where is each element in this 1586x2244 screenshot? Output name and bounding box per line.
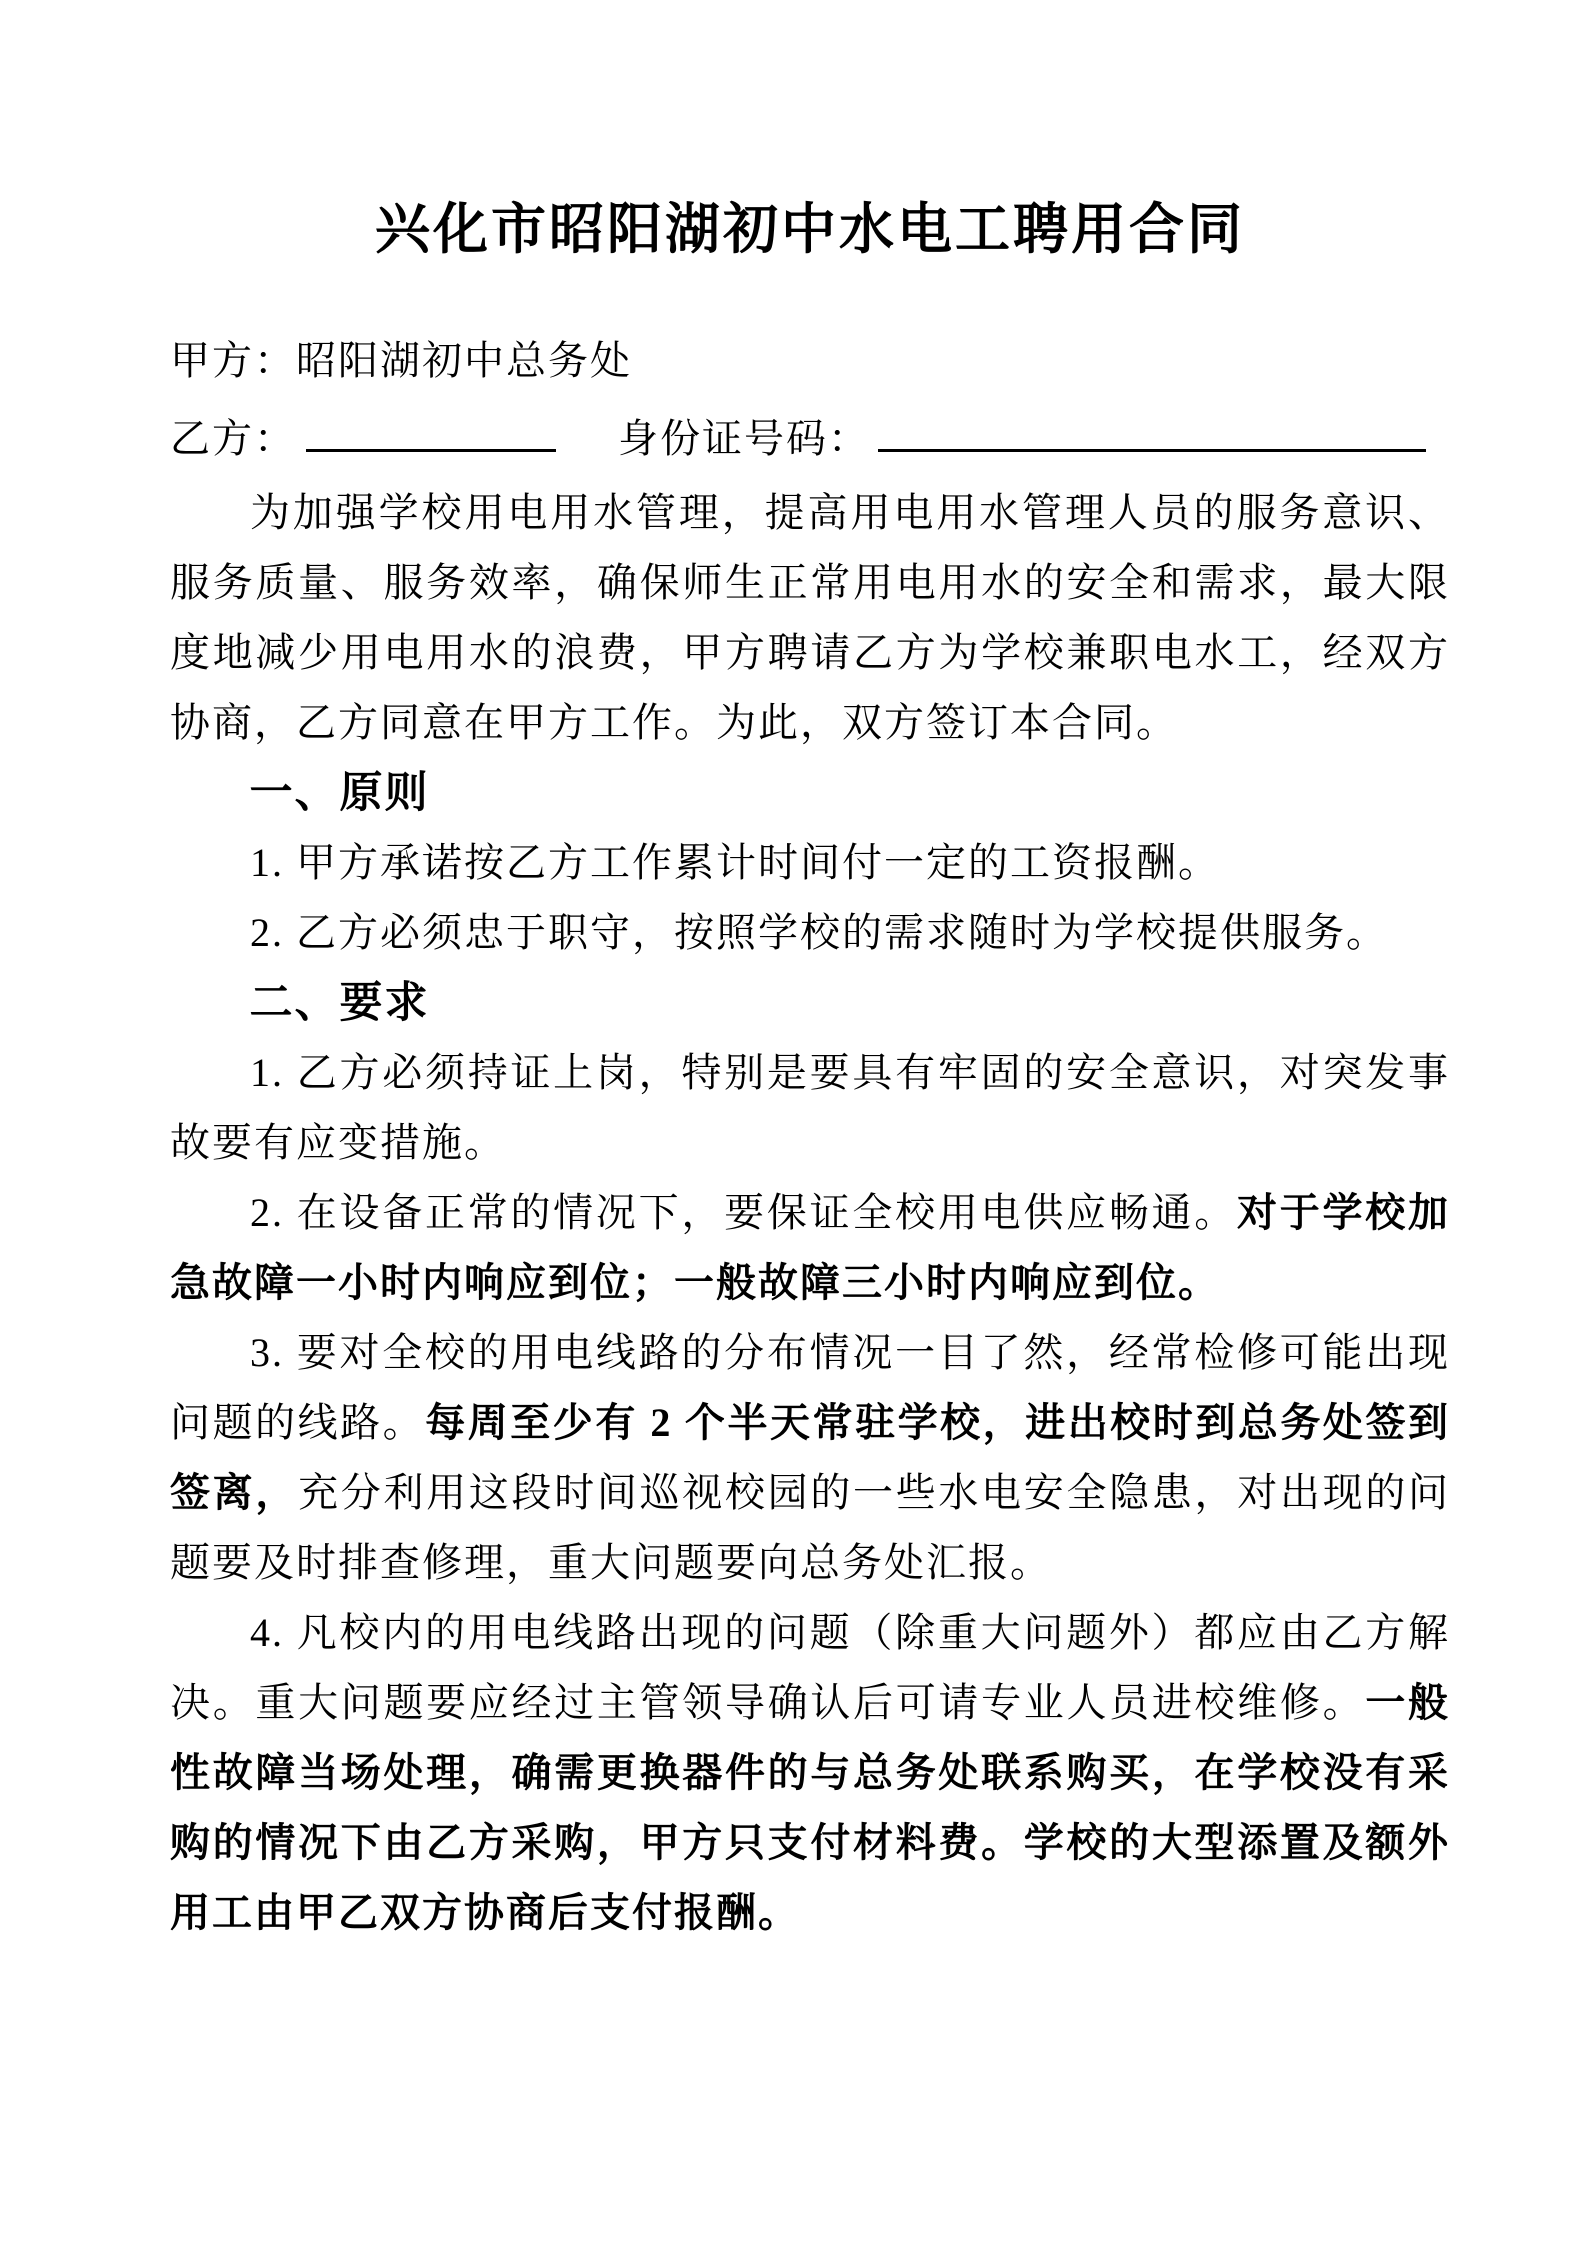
- id-number-blank: [878, 407, 1426, 452]
- party-a-line: [170, 322, 1450, 400]
- requirement-1-text: 1. 乙方必须持证上岗，特别是要具有牢固的安全意识，对突发事故要有应变措施。: [170, 1050, 1450, 1165]
- requirement-item-1: [170, 1038, 1450, 1178]
- requirement-item-2: [170, 1178, 1450, 1318]
- principle-2-text: 2. 乙方必须忠于职守，按照学校的需求随时为学校提供服务。: [250, 910, 1388, 955]
- contract-title: 兴化市昭阳湖初中水电工聘用合同: [374, 199, 1245, 260]
- party-b-line: [170, 400, 1450, 478]
- requirement-3-text-normal-1: 3. 要对全校的用电线路的分布情况一目了然，经常检修可能出现问题的线路。: [170, 1330, 1450, 1445]
- requirement-4-text-bold: 一般性故障当场处理，确需更换器件的与总务处联系购买，在学校没有采购的情况下由乙方采购，甲方只支付材料费。学校的大型添置及额外用工由甲乙双方协商后支付报酬。: [170, 1680, 1451, 1935]
- section-2-heading: 二、要求: [249, 979, 430, 1027]
- party-a-value: 昭阳湖初中总务处: [296, 338, 632, 383]
- requirement-item-3: [170, 1318, 1450, 1598]
- requirement-4-text-normal: 4. 凡校内的用电线路出现的问题（除重大问题外）都应由乙方解决。重大问题要应经过主管领导确认后可请专业人员进校维修。: [170, 1610, 1450, 1725]
- requirement-3-text-bold: 每周至少有 2 个半天常驻学校，进出校时到总务处签到签离，: [170, 1400, 1451, 1515]
- requirement-2-text-normal: 2. 在设备正常的情况下，要保证全校用电供应畅通。: [250, 1190, 1238, 1235]
- requirement-3-text-normal-2: 充分利用这段时间巡视校园的一些水电安全隐患，对出现的问题要及时排查修理，重大问题要向总务处汇报。: [170, 1470, 1451, 1585]
- party-b-name-blank: [306, 407, 556, 452]
- principle-1-text: 1. 甲方承诺按乙方工作累计时间付一定的工资报酬。: [250, 840, 1220, 885]
- party-b-label: 乙方：: [170, 416, 296, 461]
- principle-item-2: [170, 898, 1450, 968]
- section-1-heading: 一、原则: [249, 769, 430, 817]
- requirement-2-text-bold: 对于学校加急故障一小时内响应到位；一般故障三小时内响应到位。: [170, 1190, 1451, 1305]
- intro-text: 为加强学校用电用水管理，提高用电用水管理人员的服务意识、服务质量、服务效率，确保师生正常用电用水的安全和需求，最大限度地减少用电用水的浪费，甲方聘请乙方为学校兼职电水工，经双方协商，乙方同意在甲方工作。为此，双方签订本合同。: [170, 490, 1450, 745]
- requirement-item-4: [170, 1598, 1450, 1948]
- intro-paragraph: [170, 478, 1450, 758]
- id-number-label: 身份证号码：: [618, 416, 870, 461]
- principle-item-1: [170, 828, 1450, 898]
- party-a-label: 甲方：: [170, 338, 296, 383]
